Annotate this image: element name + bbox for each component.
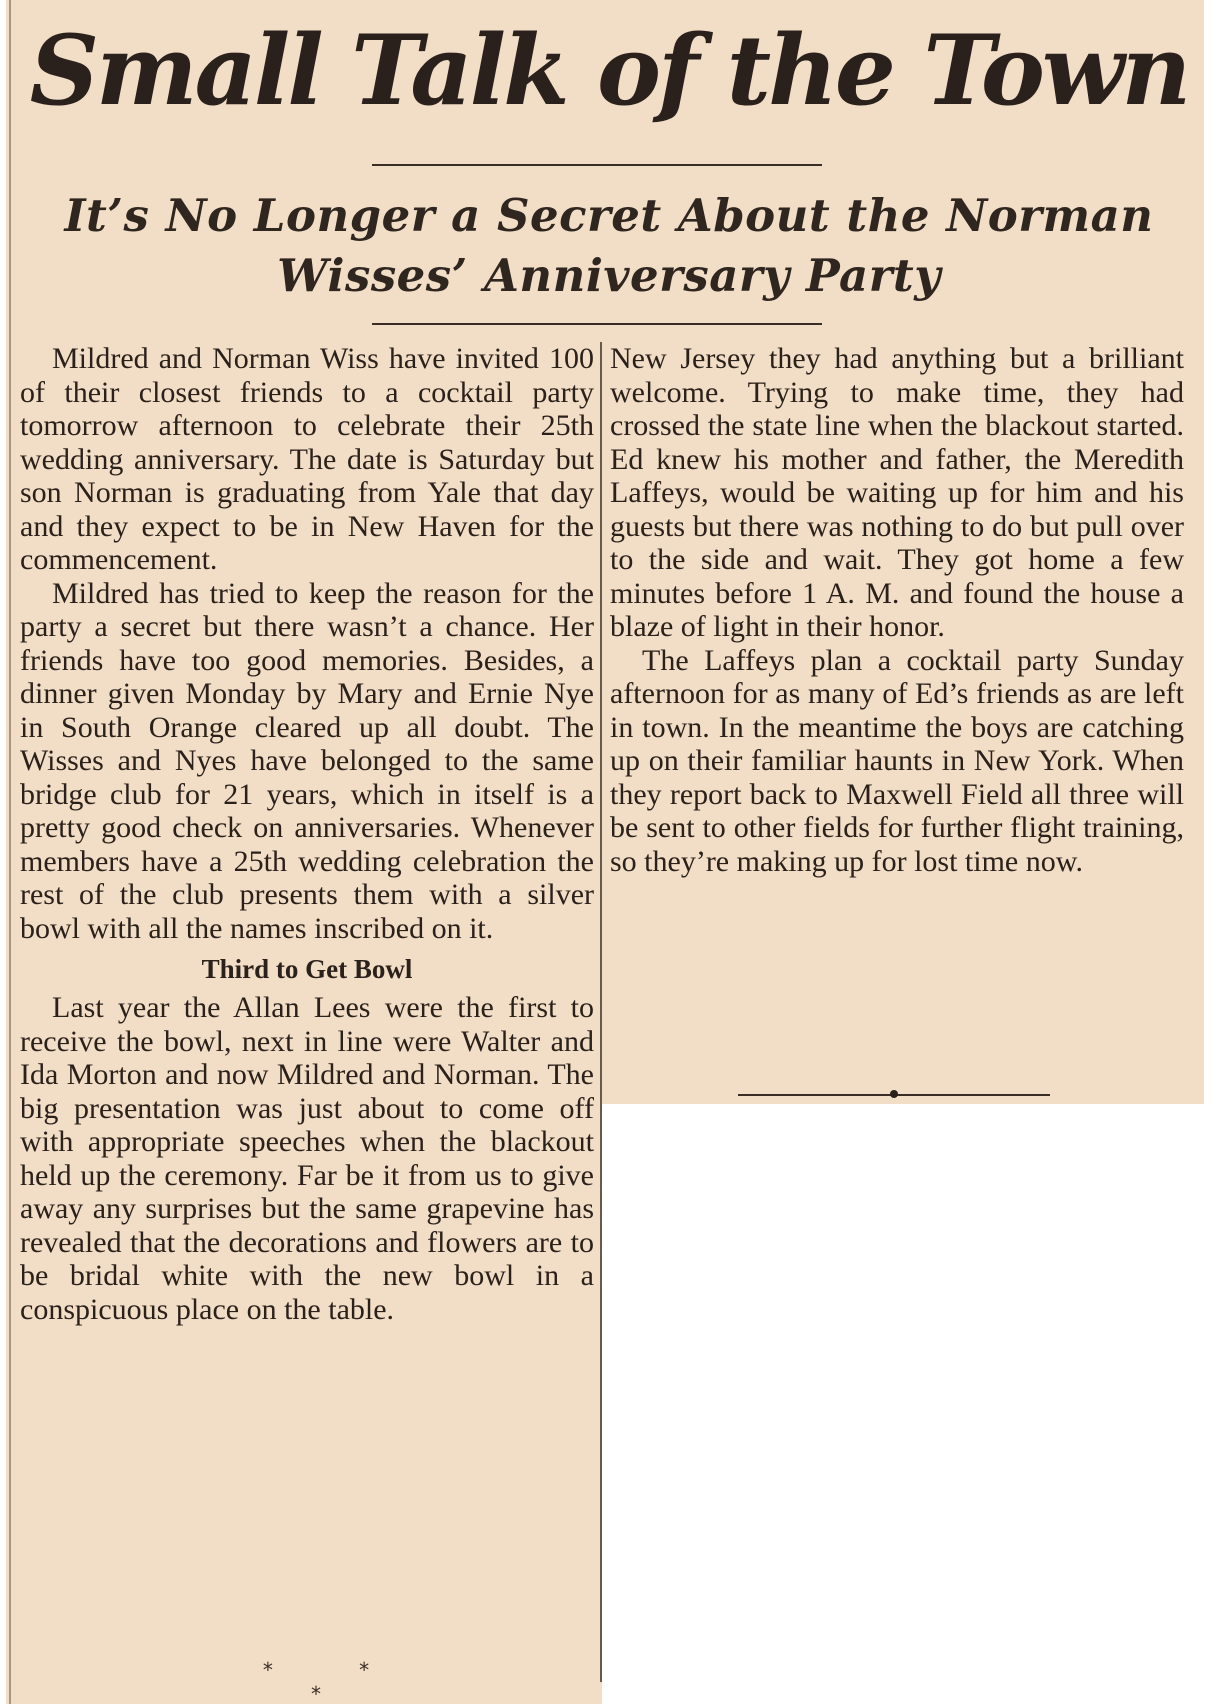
section-subhead: Third to Get Bowl xyxy=(201,954,413,984)
asterisk-ornament: * * * xyxy=(262,1658,410,1706)
left-paragraph-1: Mildred and Norman Wiss have invited 100 of their closest friends to a cocktail party tomorrow afternoon to celebrate their 25th wedding anniversary. The date is Saturday but son Norman is graduating from Yale that day and they expect to be in New Haven for the commencement. xyxy=(20,342,594,576)
article-headline: It’s No Longer a Secret About the Norman Wisses’ Anniversary Party xyxy=(64,189,1154,302)
right-column xyxy=(610,342,1184,878)
end-rule-dot xyxy=(890,1090,898,1098)
column-divider xyxy=(600,342,602,1682)
left-paragraph-3: Last year the Allan Lees were the first to receive the bowl, next in line were Walter and Ida Morton and now Mildred and Norman. The big presentation was just about to come off with appropriate speeches when the blackout held up the ceremony. Far be it from us to give away any surprises but the same grapevine has revealed that the decorations and flowers are to be bridal white with the new bowl in a conspicuous place on the table. xyxy=(20,991,594,1326)
right-paragraph-1: New Jersey they had anything but a brilliant welcome. Trying to make time, they had crossed the state line when the blackout started. Ed knew his mother and father, the Meredith Laffeys, would be waiting up for him and his guests but there was nothing to do but pull over to the side and wait. They got home a few minutes before 1 A. M. and found the house a blaze of light in their honor. xyxy=(610,342,1184,643)
right-paragraph-2: The Laffeys plan a cocktail party Sunday afternoon for as many of Ed’s friends as are left in town. In the meantime the boys are catching up on their familiar haunts in New York. When they report back to Maxwell Field all three will be sent to other fields for further flight training, so they’re making up for lost time now. xyxy=(610,643,1184,878)
left-paragraph-2: Mildred has tried to keep the reason for the party a secret but there wasn’t a chance. Her friends have too good memories. Besides, a dinner given Monday by Mary and Ernie Nye in South Orange cleared up all doubt. The Wisses and Nyes have belonged to the same bridge club for 21 years, which in itself is a pretty good check on anniversaries. Whenever members have a 25th wedding celebration the rest of the club presents them with a silver bowl with all the names inscribed on it. xyxy=(20,576,594,945)
masthead-rule xyxy=(372,164,822,166)
headline-rule xyxy=(372,323,822,325)
clipping-left-edge xyxy=(9,0,11,1704)
column-masthead: Small Talk of the Town xyxy=(29,14,1189,127)
left-column xyxy=(20,342,594,1326)
